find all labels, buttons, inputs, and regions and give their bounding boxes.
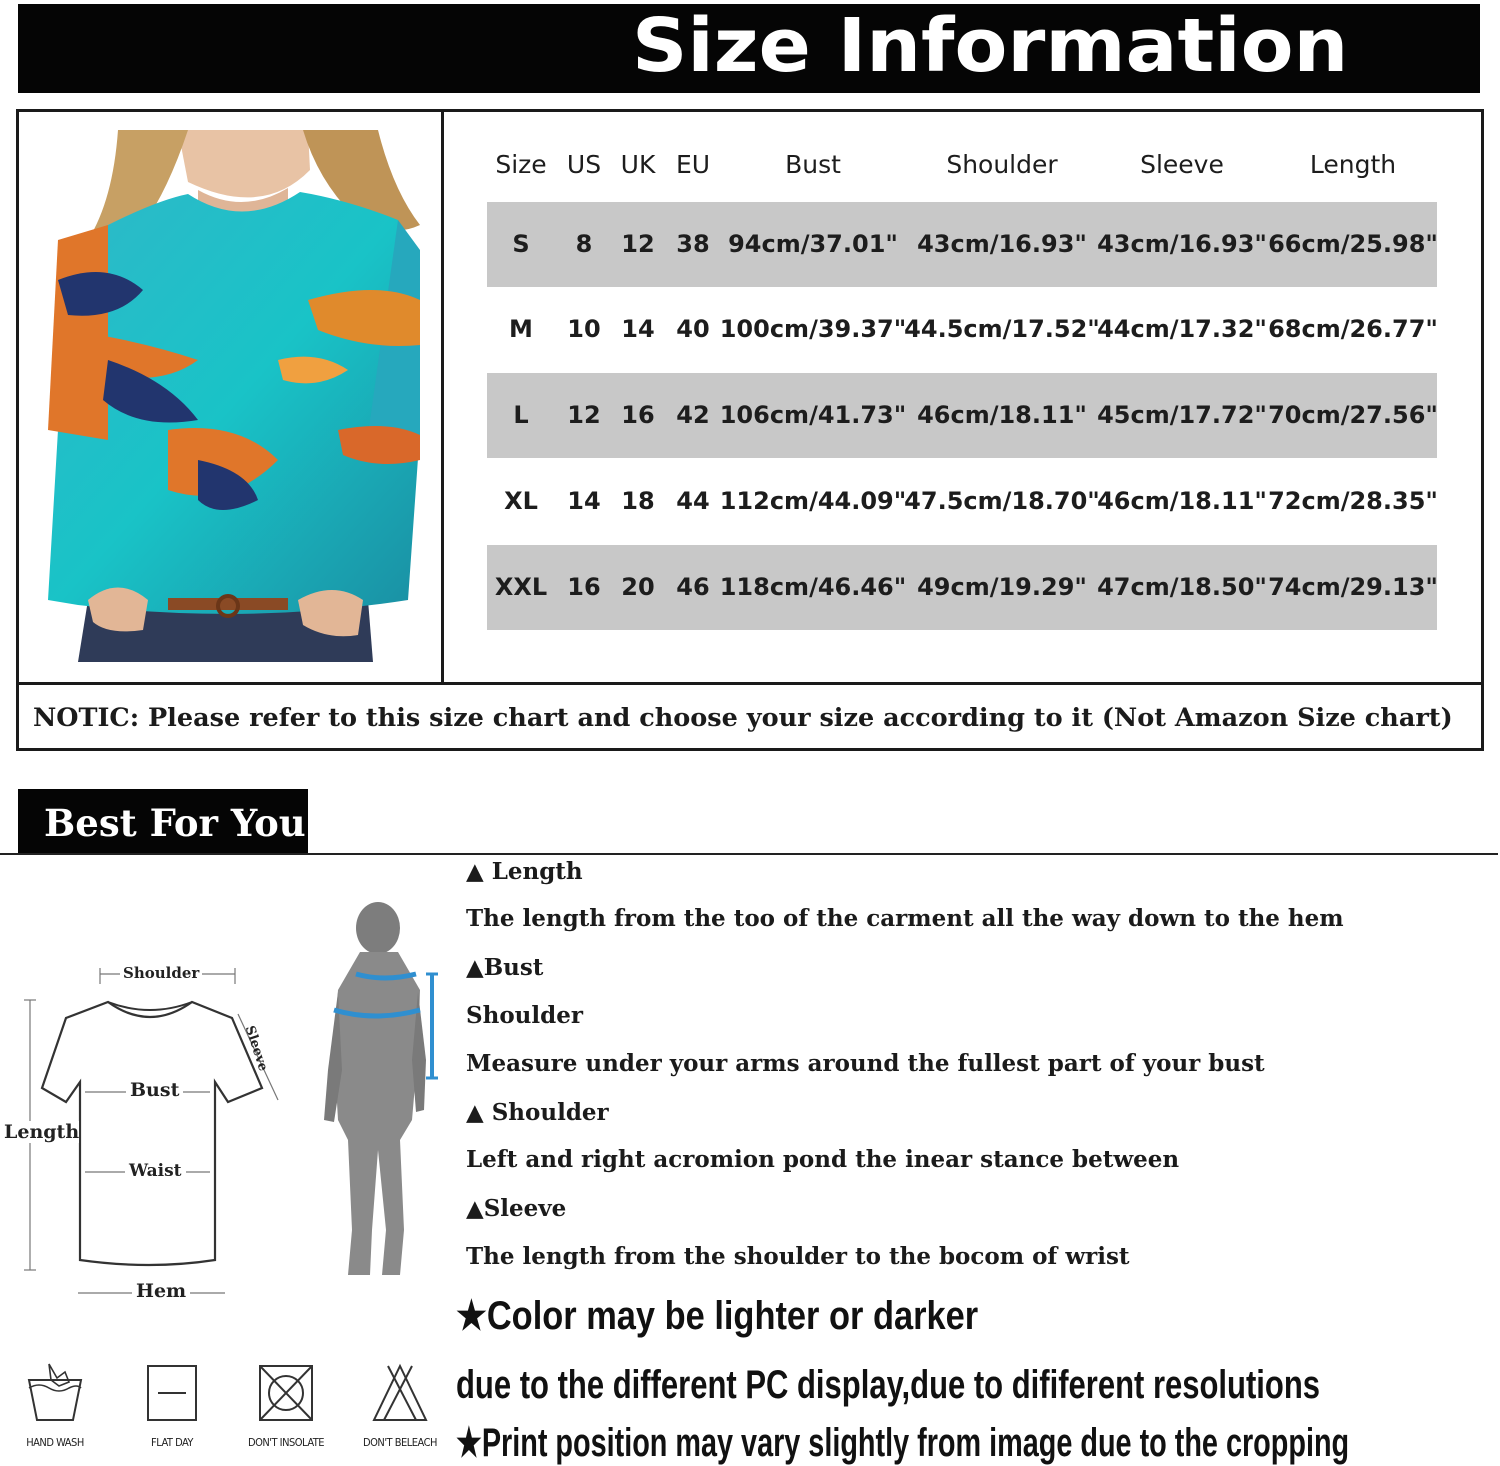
table-cell: 14 (567, 487, 601, 515)
table-cell: 94cm/37.01" (728, 230, 898, 258)
table-cell: 100cm/39.37" (719, 315, 907, 343)
table-row (487, 287, 1437, 372)
section-rule (0, 853, 1498, 855)
table-row (487, 202, 1437, 287)
diagram-label-waist: Waist (125, 1161, 186, 1181)
care-do-not-insolate (231, 1360, 341, 1455)
table-header-length: Length (1309, 150, 1397, 179)
table-cell: 38 (676, 230, 710, 258)
table-header-us: US (566, 150, 602, 179)
table-cell: 46cm/18.11" (1097, 487, 1267, 515)
table-header-eu: EU (675, 150, 711, 179)
table-header-bust: Bust (785, 150, 841, 179)
table-header-sleeve: Sleeve (1140, 150, 1224, 179)
panel-divider-vertical (441, 109, 444, 685)
care-label: HAND WASH (26, 1436, 84, 1449)
table-cell: 45cm/17.72" (1097, 401, 1267, 429)
table-cell: 12 (567, 401, 601, 429)
care-hand-wash (0, 1360, 110, 1455)
table-cell: 20 (621, 573, 655, 601)
panel-divider-horizontal (16, 682, 1482, 685)
diagram-label-bust: Bust (126, 1079, 183, 1101)
table-cell: 70cm/27.56" (1268, 401, 1438, 429)
do-not-bleach-icon (368, 1360, 432, 1426)
page-title: Size Information (632, 3, 1349, 89)
table-cell: 10 (567, 315, 601, 343)
diagram-label-sleeve: Sleeve (241, 1024, 271, 1074)
table-row (487, 545, 1437, 630)
diagram-label-length: Length (4, 1121, 80, 1143)
best-for-you-title: Best For You (44, 801, 306, 845)
product-photo (48, 130, 426, 662)
table-cell: M (509, 315, 533, 343)
care-label: DON'T BELEACH (363, 1436, 437, 1449)
table-cell: 43cm/16.93" (917, 230, 1087, 258)
guide-heading-sleeve: ▲Sleeve (466, 1195, 567, 1222)
care-label: FLAT DAY (151, 1436, 193, 1449)
table-cell: 42 (676, 401, 710, 429)
table-row (487, 373, 1437, 458)
table-row (487, 459, 1437, 544)
guide-text-shoulder-label: Shoulder (466, 1002, 583, 1029)
table-cell: 14 (621, 315, 655, 343)
flat-dry-icon (140, 1360, 204, 1426)
table-cell: 112cm/44.09" (719, 487, 907, 515)
table-cell: 49cm/19.29" (917, 573, 1087, 601)
table-cell: 47cm/18.50" (1097, 573, 1267, 601)
table-cell: 12 (621, 230, 655, 258)
table-cell: 68cm/26.77" (1268, 315, 1438, 343)
table-cell: 46 (676, 573, 710, 601)
table-cell: 44.5cm/17.52" (904, 315, 1100, 343)
note-print-position: ★Print position may vary slightly from image due to the cropping (456, 1421, 1350, 1465)
table-cell: 44 (676, 487, 710, 515)
table-cell: S (512, 230, 530, 258)
guide-text-sleeve: The length from the shoulder to the bocom of wrist (466, 1243, 1130, 1270)
table-cell: XXL (494, 573, 548, 601)
guide-heading-length: ▲ Length (466, 858, 583, 885)
body-silhouette (320, 900, 450, 1285)
table-cell: 8 (575, 230, 593, 258)
diagram-label-shoulder: Shoulder (120, 964, 202, 982)
diagram-label-hem: Hem (132, 1280, 190, 1302)
table-cell: 43cm/16.93" (1097, 230, 1267, 258)
care-label: DON'T INSOLATE (247, 1436, 325, 1449)
note-display: due to the different PC display,due to dififerent resolutions (456, 1363, 1321, 1407)
table-cell: 74cm/29.13" (1268, 573, 1438, 601)
guide-text-length: The length from the too of the carment all the way down to the hem (466, 905, 1344, 932)
size-chart-notice: NOTIC: Please refer to this size chart and choose your size according to it (Not Amazon Size chart) (33, 703, 1453, 733)
guide-heading-shoulder: ▲ Shoulder (466, 1099, 609, 1126)
table-cell: 16 (621, 401, 655, 429)
table-cell: 44cm/17.32" (1097, 315, 1267, 343)
hand-wash-icon (23, 1360, 87, 1426)
guide-heading-bust: ▲Bust (466, 954, 544, 981)
table-cell: XL (504, 487, 538, 515)
table-cell: 46cm/18.11" (917, 401, 1087, 429)
table-cell: 66cm/25.98" (1268, 230, 1438, 258)
table-cell: 72cm/28.35" (1268, 487, 1438, 515)
care-flat-dry (117, 1360, 227, 1455)
table-cell: 40 (676, 315, 710, 343)
table-cell: 118cm/46.46" (719, 573, 907, 601)
do-not-insolate-icon (254, 1360, 318, 1426)
table-header-shoulder: Shoulder (946, 150, 1058, 179)
table-cell: 16 (567, 573, 601, 601)
table-cell: 47.5cm/18.70" (904, 487, 1100, 515)
table-header-size: Size (495, 150, 547, 179)
table-cell: L (513, 401, 529, 429)
note-color: ★Color may be lighter or darker (456, 1294, 979, 1338)
table-header-uk: UK (620, 150, 656, 179)
guide-text-bust: Measure under your arms around the fullest part of your bust (466, 1050, 1265, 1077)
table-cell: 18 (621, 487, 655, 515)
guide-text-shoulder: Left and right acromion pond the inear stance between (466, 1146, 1180, 1173)
table-cell: 106cm/41.73" (719, 401, 907, 429)
care-do-not-bleach (345, 1360, 455, 1455)
